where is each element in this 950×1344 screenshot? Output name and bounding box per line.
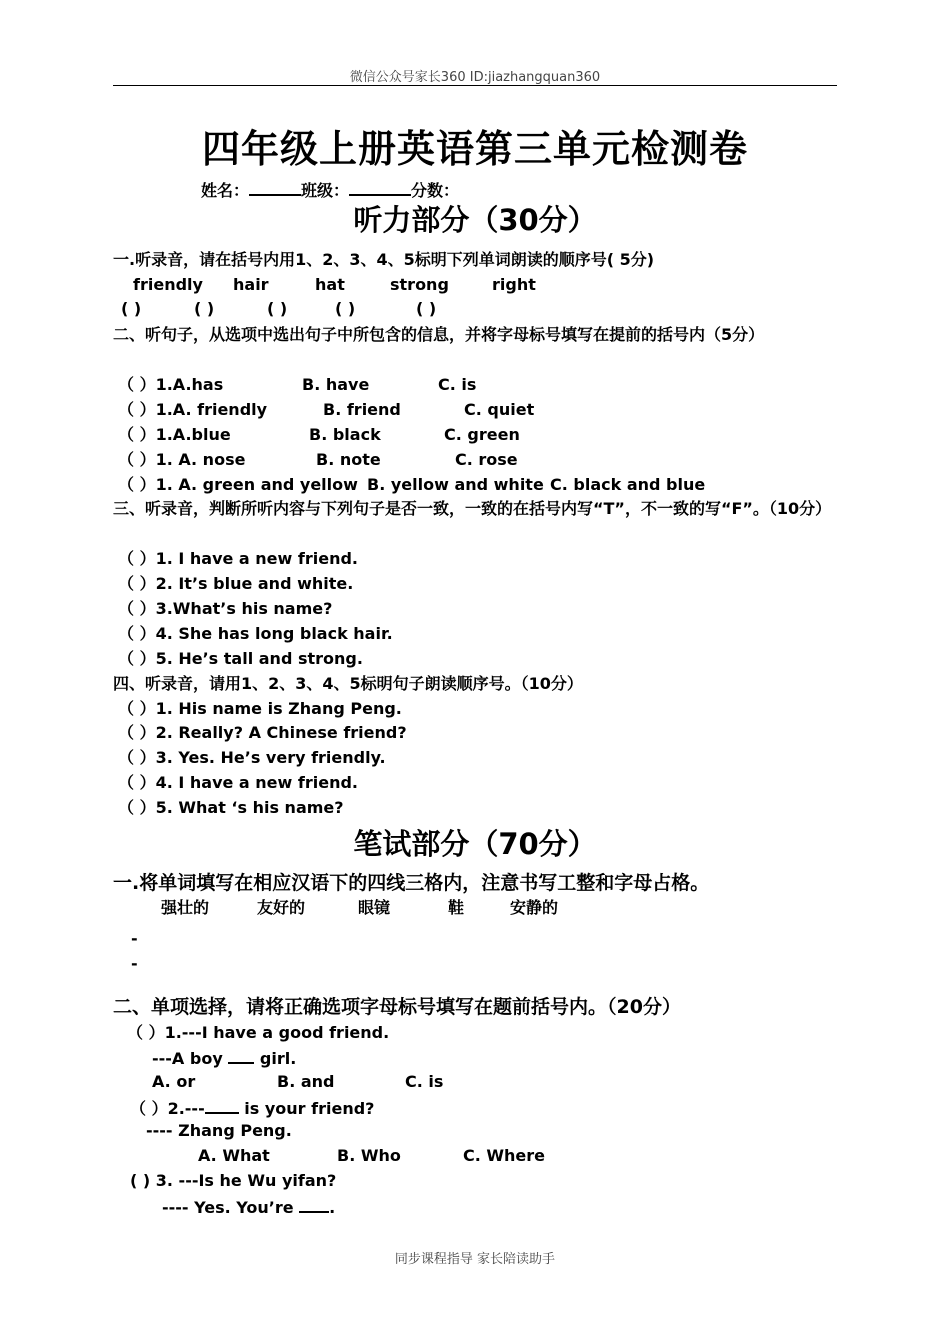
listening-p3-instruction: 三、听录音，判断所听内容与下列句子是否一致，一致的在括号内写“T”，不一致的写“F”。（10分） [113, 499, 832, 518]
option-b: B. black [309, 425, 381, 444]
answer-bracket[interactable]: ( ) [267, 299, 288, 318]
word-item: 眼镜 [358, 898, 391, 917]
writing-section-title: 笔试部分（70分） [353, 827, 597, 861]
list-item: （ ）2. Really? A Chinese friend? [118, 723, 407, 742]
fill-blank[interactable] [299, 1195, 329, 1213]
word-item: strong [390, 275, 449, 294]
list-item: （ ）4. She has long black hair. [118, 624, 393, 643]
header-divider [113, 85, 837, 86]
option-b: B. yellow and white [367, 475, 544, 494]
listening-p4-instruction: 四、听录音，请用1、2、3、4、5标明句子朗读顺序号。（10分） [113, 674, 583, 693]
page-title: 四年级上册英语第三单元检测卷 [201, 127, 748, 171]
answer-text: . [329, 1198, 336, 1217]
name-label: 姓名： [201, 181, 250, 200]
options-1 [0, 1071, 950, 1093]
word-item: right [492, 275, 536, 294]
page-footer: 同步课程指导 家长陪读助手 [394, 1252, 556, 1267]
listening-p2-item [0, 374, 950, 396]
word-item: 强壮的 [161, 898, 210, 917]
option-c: C. quiet [464, 400, 535, 419]
score-label: 分数： [411, 181, 460, 200]
writing-p2-instruction: 二、单项选择，请将正确选项字母标号填写在题前括号内。（20分） [113, 996, 681, 1018]
option-c: C. is [405, 1072, 444, 1091]
answer-text: girl. [254, 1049, 297, 1068]
option-c: C. green [444, 425, 520, 444]
listening-section-title: 听力部分（30分） [353, 203, 597, 237]
answer-1 [152, 1046, 296, 1070]
list-item: （ ）5. He’s tall and strong. [118, 649, 363, 668]
list-item: （ ）4. I have a new friend. [118, 773, 358, 792]
answer-2: ---- Zhang Peng. [146, 1121, 292, 1140]
question-text: is your friend? [238, 1099, 375, 1118]
word-item: 友好的 [257, 898, 306, 917]
option-b: B. friend [323, 400, 401, 419]
listening-p2-instruction: 二、听句子，从选项中选出句子中所包含的信息，并将字母标号填写在提前的括号内（5分） [113, 325, 765, 344]
page-header: 微信公众号家长360 ID:jiazhangquan360 [349, 70, 601, 85]
option-b: B. Who [337, 1146, 401, 1165]
writing-line-dash: - [131, 954, 138, 973]
list-item: （ ）1. His name is Zhang Peng. [118, 699, 402, 718]
option-a: （ ）1. A. green and yellow [118, 475, 358, 494]
option-a: A. or [152, 1072, 196, 1091]
word-item: 安静的 [510, 898, 559, 917]
writing-line-dash: - [131, 929, 138, 948]
option-b: B. note [316, 450, 381, 469]
class-blank[interactable] [349, 178, 411, 196]
option-c: C. is [438, 375, 477, 394]
list-item: （ ）2. It’s blue and white. [118, 574, 354, 593]
listening-p1-brackets [0, 298, 950, 320]
listening-p2-item [0, 474, 950, 496]
answer-bracket[interactable]: ( ) [194, 299, 215, 318]
option-a: （ ）1.A.blue [118, 425, 231, 444]
options-2 [0, 1145, 950, 1167]
writing-p1-words [0, 897, 950, 919]
list-item: （ ）3.What’s his name? [118, 599, 333, 618]
list-item: （ ）3. Yes. He’s very friendly. [118, 748, 386, 767]
word-item: hat [315, 275, 345, 294]
option-c: C. Where [463, 1146, 546, 1165]
fill-blank[interactable] [228, 1046, 254, 1064]
student-info [201, 178, 459, 202]
option-a: A. What [198, 1146, 270, 1165]
answer-3 [162, 1195, 335, 1219]
listening-p2-item [0, 449, 950, 471]
option-a: （ ）1. A. nose [118, 450, 246, 469]
option-b: B. and [277, 1072, 335, 1091]
option-b: B. have [302, 375, 370, 394]
answer-text: ---- Yes. You’re [162, 1198, 300, 1217]
question-1: （ ）1.---I have a good friend. [127, 1023, 390, 1042]
listening-p1-words [0, 274, 950, 296]
option-a: （ ）1.A. friendly [118, 400, 268, 419]
list-item: （ ）1. I have a new friend. [118, 549, 358, 568]
word-item: 鞋 [448, 898, 465, 917]
name-blank[interactable] [249, 178, 301, 196]
question-3: ( ) 3. ---Is he Wu yifan? [130, 1171, 337, 1190]
option-c: C. black and blue [550, 475, 706, 494]
fill-blank[interactable] [205, 1096, 239, 1114]
answer-bracket[interactable]: ( ) [335, 299, 356, 318]
question-2 [130, 1096, 374, 1120]
word-item: friendly [133, 275, 203, 294]
listening-p2-item [0, 424, 950, 446]
listening-p1-instruction: 一.听录音，请在括号内用1、2、3、4、5标明下列单词朗读的顺序号( 5分) [113, 250, 655, 269]
answer-bracket[interactable]: ( ) [416, 299, 437, 318]
writing-p1-instruction: 一.将单词填写在相应汉语下的四线三格内，注意书写工整和字母占格。 [113, 872, 710, 894]
question-text: （ ）2.--- [130, 1099, 205, 1118]
word-item: hair [233, 275, 269, 294]
list-item: （ ）5. What ‘s his name? [118, 798, 344, 817]
answer-bracket[interactable]: ( ) [121, 299, 142, 318]
option-c: C. rose [455, 450, 518, 469]
listening-p2-item [0, 399, 950, 421]
answer-text: ---A boy [152, 1049, 229, 1068]
class-label: 班级： [301, 181, 350, 200]
option-a: （ ）1.A.has [118, 375, 224, 394]
